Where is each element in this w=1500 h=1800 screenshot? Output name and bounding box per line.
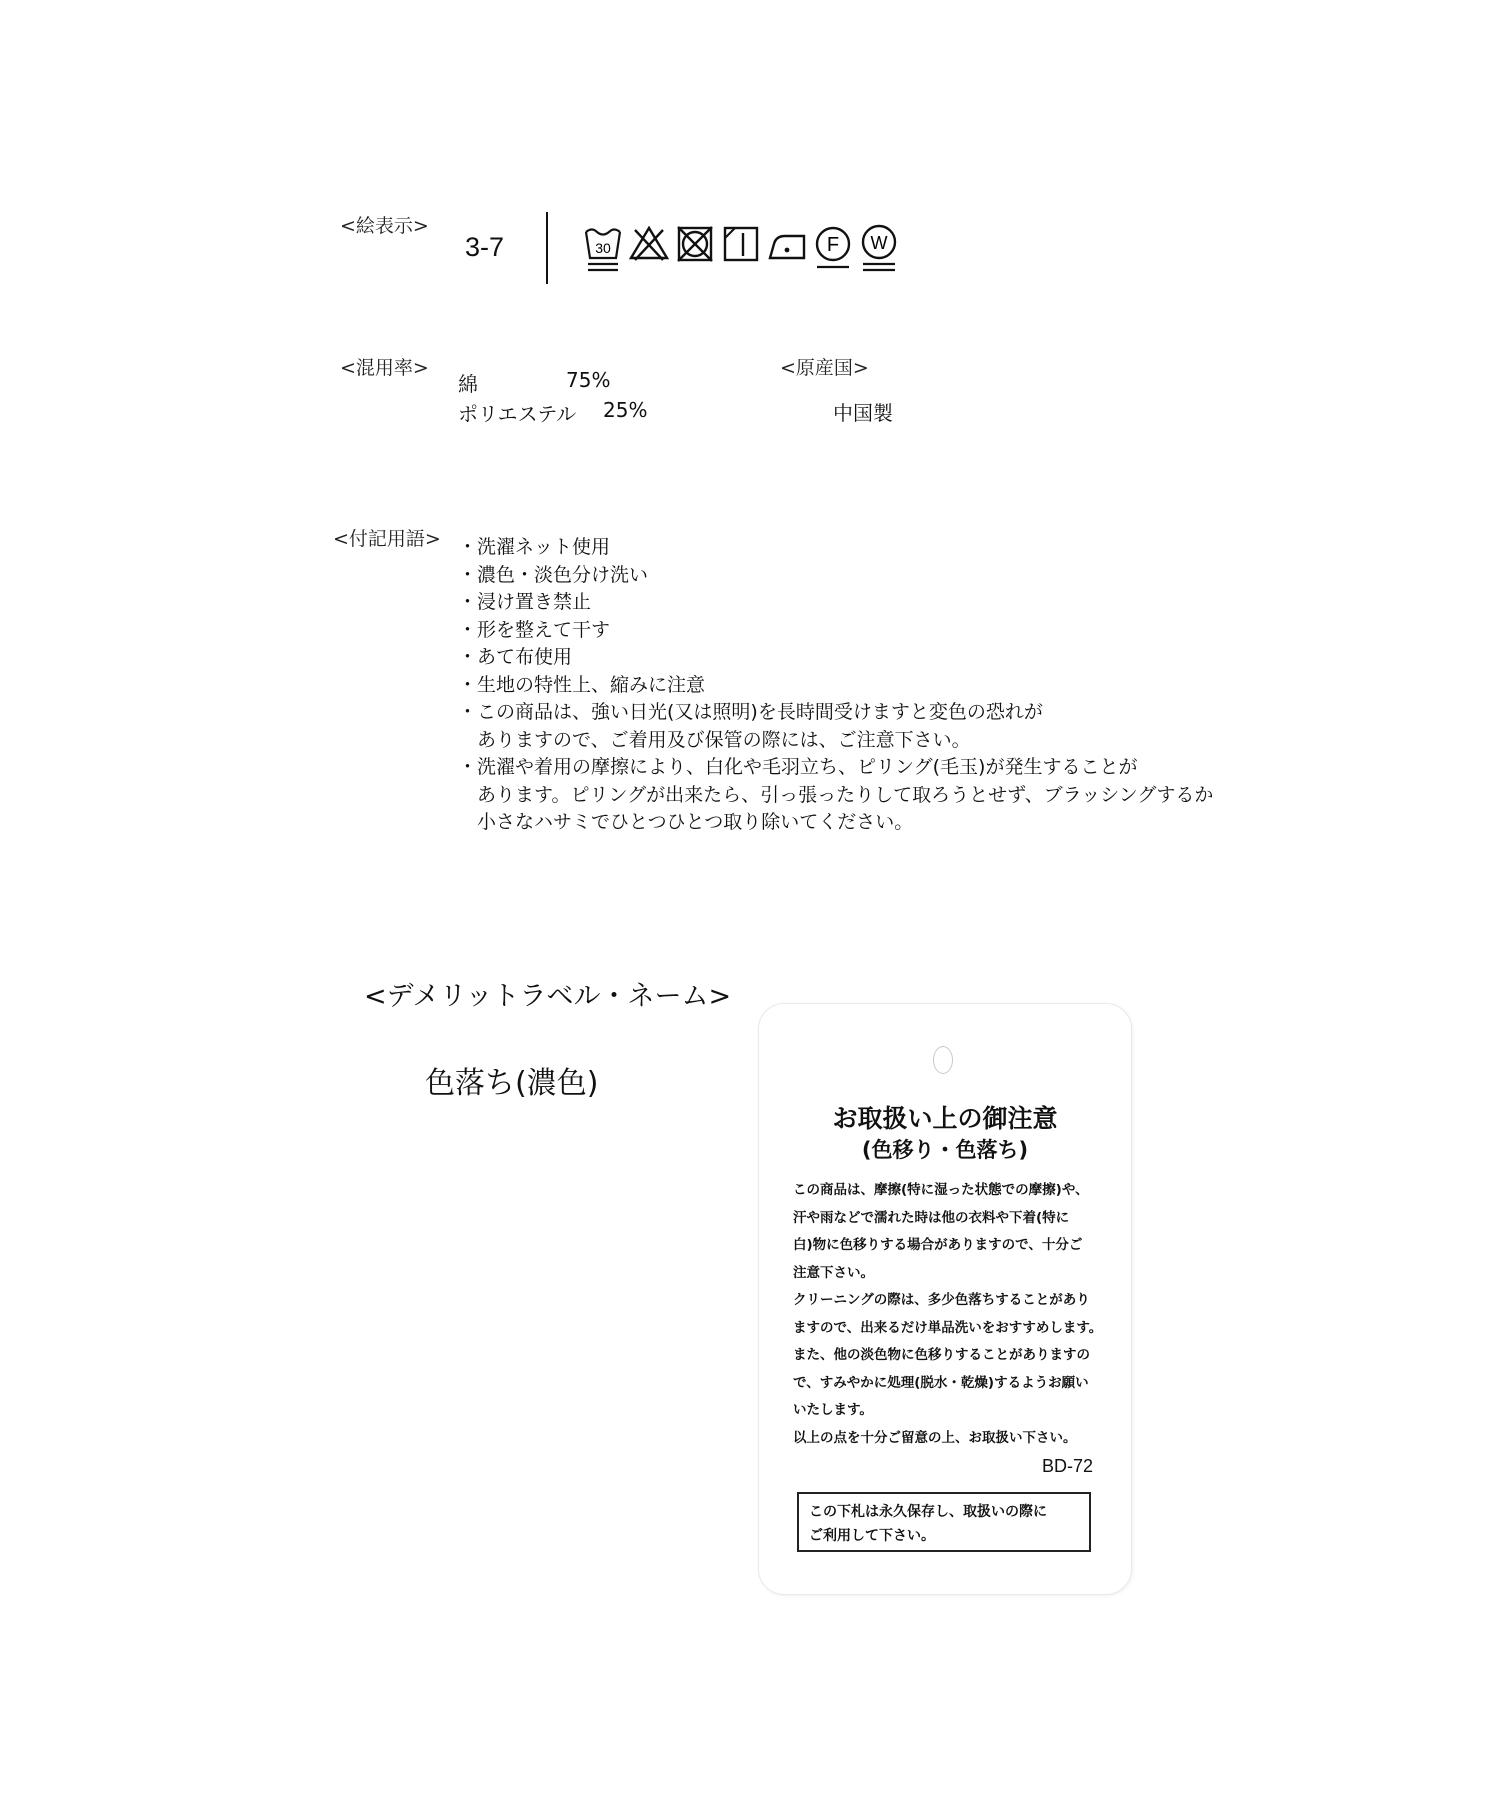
care-divider	[546, 212, 548, 284]
no-tumble-dry-icon	[675, 220, 715, 278]
care-tag	[758, 1003, 1132, 1595]
tag-body-line: いたします。	[793, 1402, 873, 1418]
tag-body-line: ますので、出来るだけ単品洗いをおすすめします。	[793, 1319, 1103, 1336]
note-line: ・洗濯ネット使用	[458, 536, 611, 558]
note-line: 小さなハサミでひとつひとつ取り除いてください。	[458, 811, 914, 833]
wet-clean-w-icon	[859, 220, 899, 278]
note-line: ・あて布使用	[458, 646, 573, 668]
dry-clean-letter: F	[826, 234, 840, 256]
tag-body-line: また、他の淡色物に色移りすることがありますの	[793, 1347, 1090, 1363]
note-line: ・形を整えて干す	[458, 618, 611, 641]
tag-body-line: この商品は、摩擦(特に湿った状態での摩擦)や、	[793, 1182, 1089, 1198]
demerit-section-label: <デメリットラベル・ネーム>	[364, 981, 732, 1012]
care-section-label: <絵表示>	[340, 215, 429, 237]
note-line: ・この商品は、強い日光(又は照明)を長時間受けますと変色の恐れが	[458, 701, 1043, 723]
material-name: ポリエステル	[458, 402, 577, 426]
note-line: ・浸け置き禁止	[458, 591, 592, 613]
care-code: 3-7	[465, 232, 505, 262]
tag-body	[793, 1177, 1102, 1452]
tag-code: BD-72	[1041, 1456, 1093, 1476]
tag-notice-box	[797, 1492, 1091, 1552]
tag-body-line: で、すみやかに処理(脱水・乾燥)するようお願い	[793, 1374, 1089, 1391]
tag-body-line: 注意下さい。	[793, 1264, 874, 1281]
care-symbol-row	[583, 220, 899, 280]
tag-notice-line: ご利用して下さい。	[809, 1528, 935, 1544]
material-percent: 75%	[566, 368, 611, 392]
drip-dry-shade-icon	[721, 220, 761, 278]
tag-body-line: クリーニングの際は、多少色落ちすることがあり	[793, 1292, 1090, 1308]
dry-clean-f-icon	[813, 220, 853, 278]
origin-value: 中国製	[833, 401, 893, 425]
no-bleach-icon	[629, 220, 669, 278]
tag-body-line: 以上の点を十分ご留意の上、お取扱い下さい。	[793, 1429, 1077, 1446]
origin-section-label: <原産国>	[780, 357, 869, 379]
notes-list	[458, 534, 1213, 837]
wet-clean-letter: W	[870, 233, 888, 253]
note-line: ・生地の特性上、縮みに注意	[458, 673, 706, 696]
note-line: ありますので、ご着用及び保管の際には、ご注意下さい。	[458, 728, 971, 751]
tag-body-line: 白)物に色移りする場合がありますので、十分ご	[793, 1237, 1083, 1253]
notes-section-label: <付記用語>	[333, 528, 441, 550]
material-name: 綿	[458, 372, 478, 396]
tag-subtitle: (色移り・色落ち)	[861, 1138, 1029, 1162]
wash-temp-text: 30	[595, 240, 611, 256]
note-line: あります。ピリングが出来たら、引っ張ったりして取ろうとせず、ブラッシングするか	[458, 783, 1214, 806]
note-line: ・濃色・淡色分け洗い	[458, 563, 649, 586]
composition-section-label: <混用率>	[340, 357, 429, 379]
tag-body-line: 汗や雨などで濡れた時は他の衣料や下着(特に	[793, 1209, 1070, 1226]
tag-title: お取扱い上の御注意	[832, 1104, 1058, 1133]
wash-tub-30-icon	[583, 220, 623, 278]
tag-notice-line: この下札は永久保存し、取扱いの際に	[809, 1504, 1047, 1520]
material-percent: 25%	[603, 398, 648, 422]
iron-low-icon	[767, 220, 807, 278]
tag-hole	[933, 1046, 953, 1074]
note-line: ・洗濯や着用の摩擦により、白化や毛羽立ち、ピリング(毛玉)が発生することが	[458, 756, 1138, 778]
demerit-item: 色落ち(濃色)	[425, 1066, 599, 1101]
